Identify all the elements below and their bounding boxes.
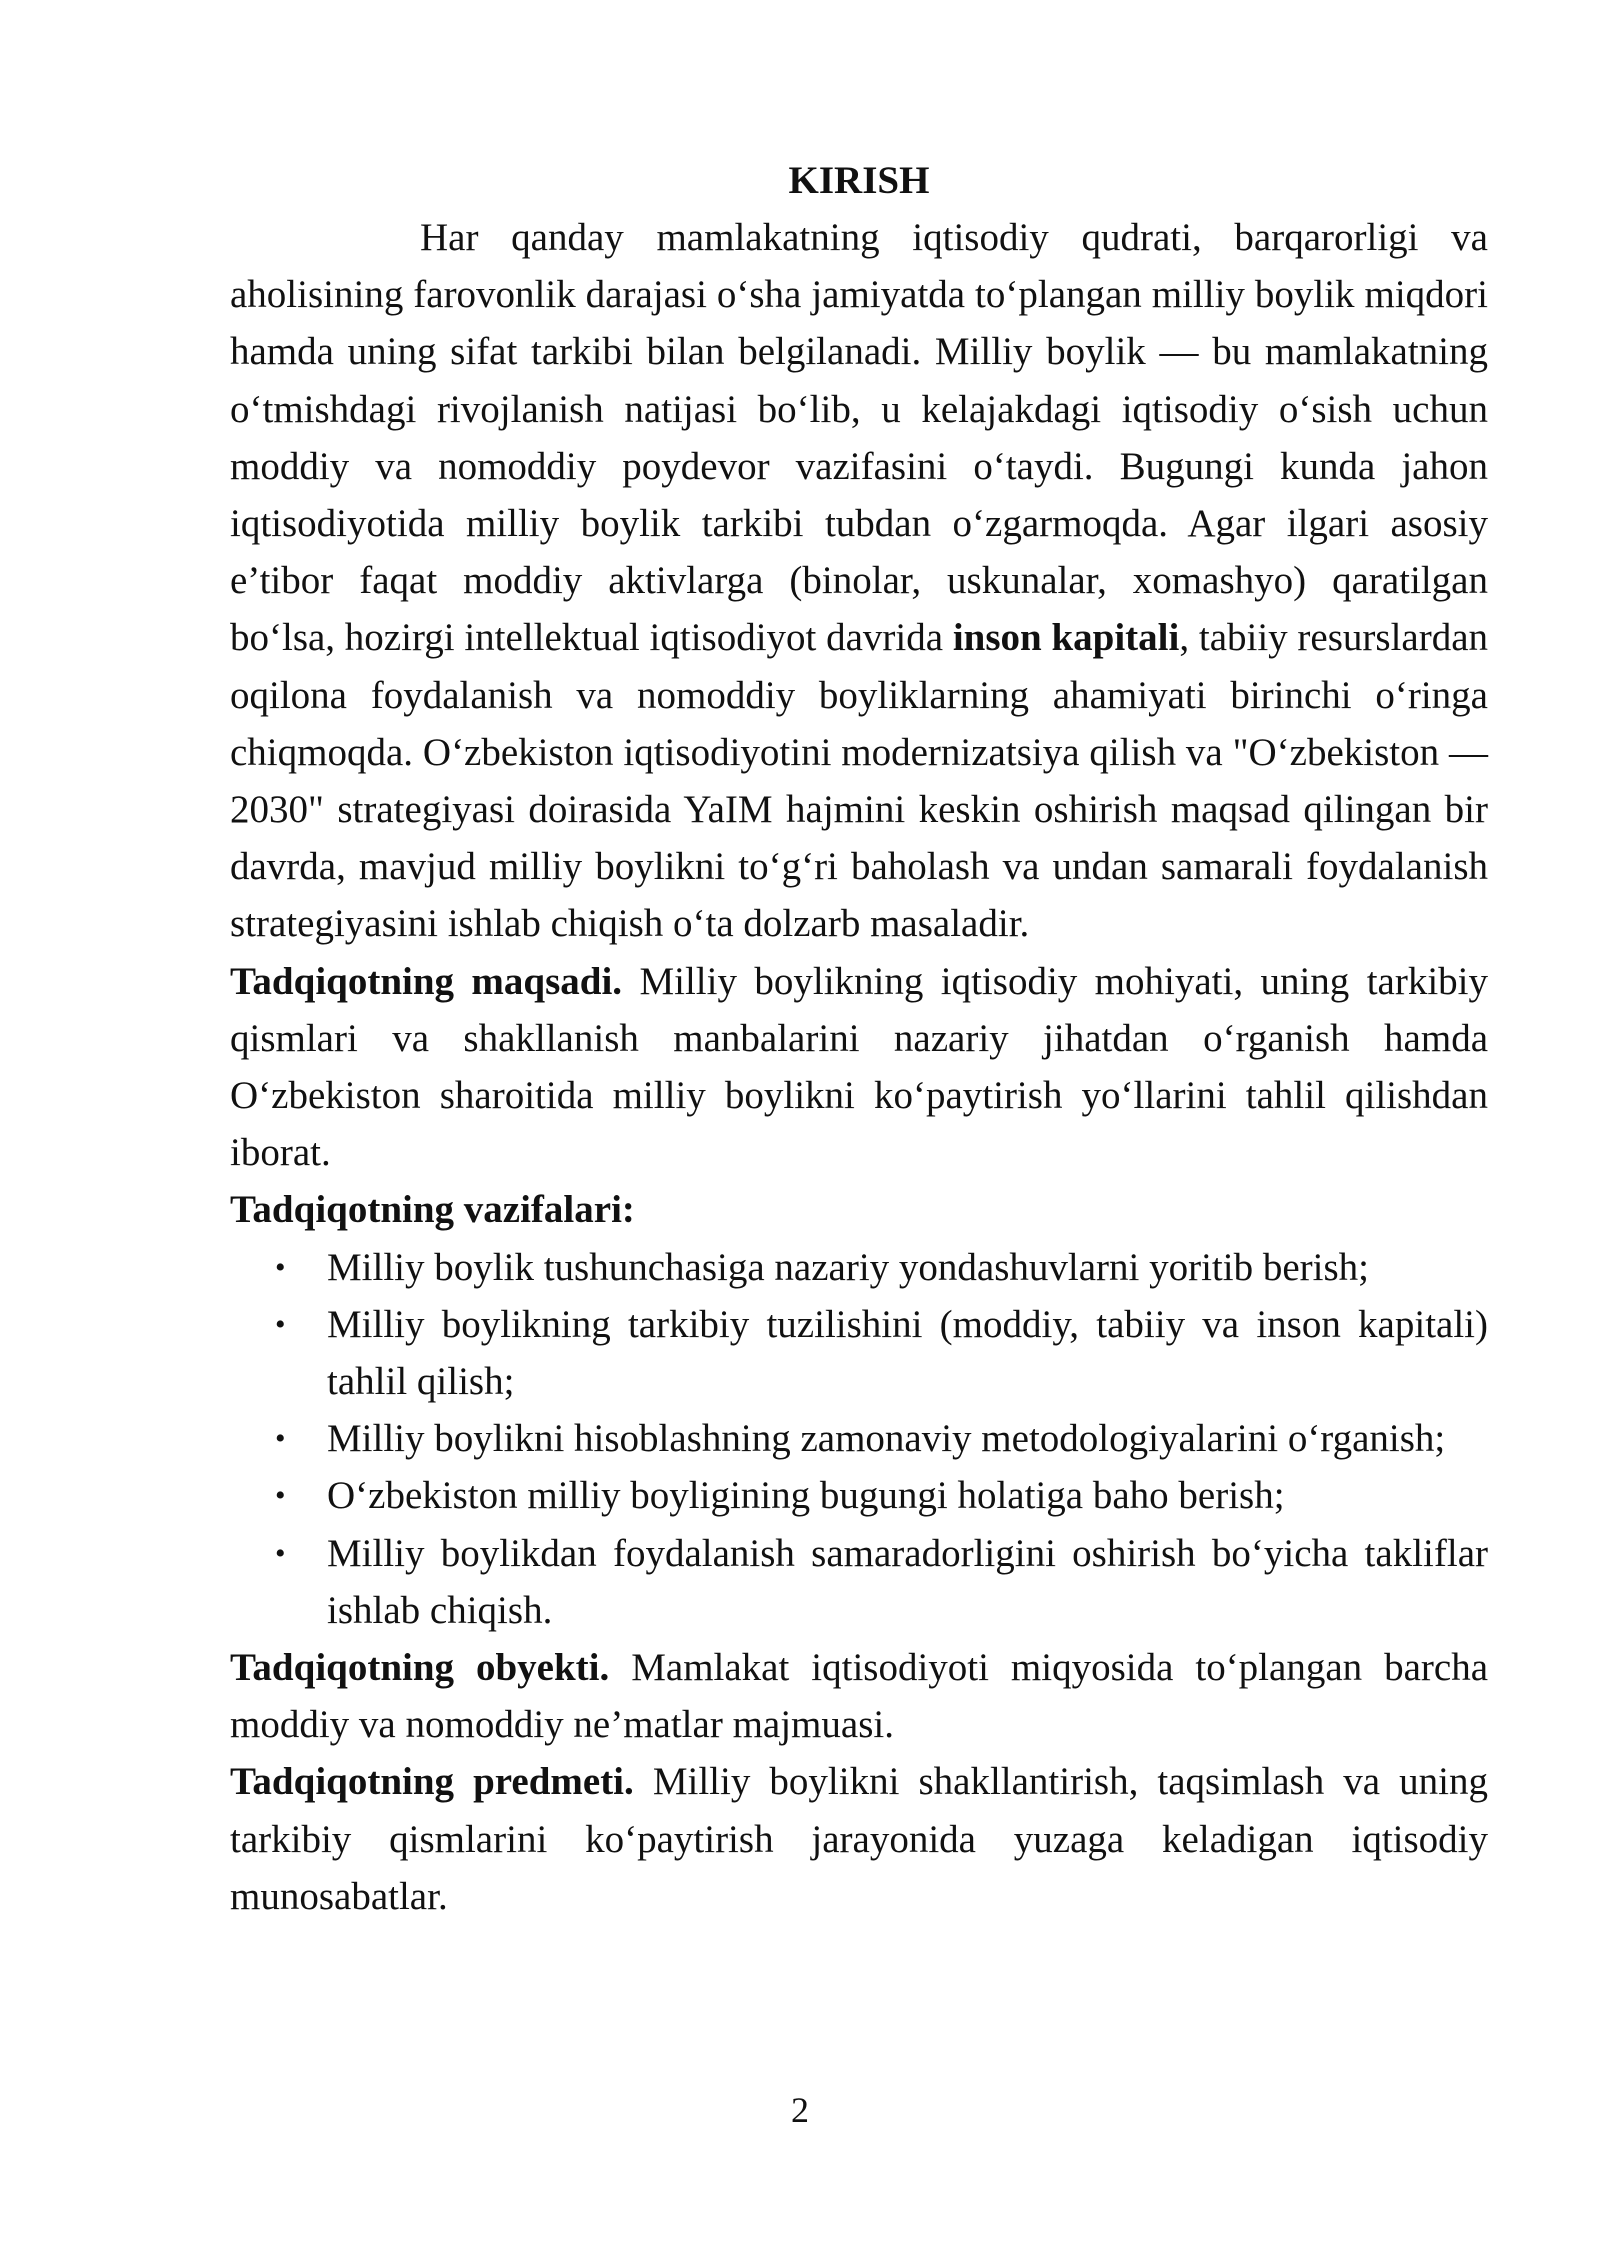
list-item [275, 1410, 1488, 1467]
list-item [275, 1296, 1488, 1410]
task-text: Milliy boylik tushunchasiga nazariy yondashuvlarni yoritib berish; [327, 1245, 1369, 1289]
bullet-icon: • [275, 1250, 286, 1284]
section-heading: KIRISH [788, 159, 930, 202]
list-item [275, 1467, 1488, 1524]
task-text: Milliy boylikning tarkibiy tuzilishini (moddiy, tabiiy va inson kapitali) tahlil qilish; [327, 1302, 1488, 1404]
document-page [230, 152, 1488, 1925]
tasks-list [230, 1239, 1488, 1639]
bullet-icon: • [275, 1479, 286, 1513]
goal-paragraph [230, 953, 1488, 1182]
intro-paragraph [230, 209, 1488, 953]
subject-paragraph [230, 1753, 1488, 1925]
subject-label: Tadqiqotning predmeti. [230, 1760, 634, 1804]
page-number: 2 [791, 2090, 809, 2130]
intro-bold-term: inson kapitali [952, 616, 1180, 660]
object-paragraph [230, 1639, 1488, 1753]
tasks-label: Tadqiqotning vazifalari: [230, 1188, 635, 1232]
task-text: O‘zbekiston milliy boyligining bugungi holatiga baho berish; [327, 1474, 1285, 1518]
bullet-icon: • [275, 1536, 286, 1570]
object-label: Tadqiqotning obyekti. [230, 1646, 610, 1690]
intro-text-part1: Har qanday mamlakatning iqtisodiy qudrati, barqarorligi va aholisining farovonlik darajasi o‘sha jamiyatda to‘plangan milliy boylik miqdori hamda uning sifat tarkibi bilan belgilanadi. Milliy boylik — bu mamlakatning o‘tmishdagi rivojlanish natijasi bo‘lib, u kelajakdagi iqtisodiy o‘sish uchun moddiy va nomoddiy poydevor vazifasini o‘taydi. Bugungi kunda jahon iqtisodiyotida milliy boylik tarkibi tubdan o‘zgarmoqda. Agar ilgari asosiy e’tibor faqat moddiy aktivlarga (binolar, uskunalar, xomashyo) qaratilgan bo‘lsa, hozirgi intellektual iqtisodiyot davrida [230, 216, 1488, 660]
task-text: Milliy boylikdan foydalanish samaradorligini oshirish bo‘yicha takliflar ishlab chiqish. [327, 1531, 1488, 1632]
subject-text: Milliy boylikni shakllantirish, taqsimlash va uning tarkibiy qismlarini ko‘paytirish jarayonida yuzaga keladigan iqtisodiy munosabatlar. [230, 1760, 1488, 1918]
list-item [275, 1525, 1488, 1639]
bullet-icon: • [275, 1307, 286, 1341]
intro-text-part2: , tabiiy resurslardan oqilona foydalanish va nomoddiy boyliklarning ahamiyati birinchi o‘ringa chiqmoqda. O‘zbekiston iqtisodiyotini modernizatsiya qilish va "O‘zbekiston — 2030" strategiyasi doirasida YaIM hajmini keskin oshirish maqsad qilingan bir davrda, mavjud milliy boylikni to‘g‘ri baholash va undan samarali foydalanish strategiyasini ishlab chiqish o‘ta dolzarb masaladir. [230, 616, 1489, 946]
goal-label: Tadqiqotning maqsadi. [230, 959, 623, 1003]
list-item [275, 1239, 1488, 1296]
bullet-icon: • [275, 1422, 286, 1456]
goal-text: Milliy boylikning iqtisodiy mohiyati, uning tarkibiy qismlari va shakllanish manbalarini nazariy jihatdan o‘rganish hamda O‘zbekiston sharoitida milliy boylikni ko‘paytirish yo‘llarini tahlil qilishdan iborat. [230, 959, 1488, 1175]
object-text: Mamlakat iqtisodiyoti miqyosida to‘plangan barcha moddiy va nomoddiy ne’matlar majmuasi. [230, 1646, 1488, 1747]
task-text: Milliy boylikni hisoblashning zamonaviy metodologiyalarini o‘rganish; [327, 1417, 1446, 1461]
